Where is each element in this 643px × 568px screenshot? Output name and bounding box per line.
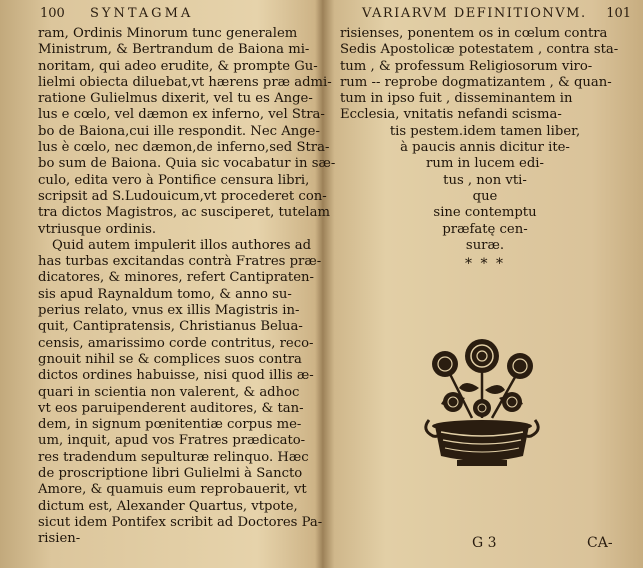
text-line: quari in scientia non valerent, & adhoc bbox=[38, 384, 300, 400]
text-line: gnouit nihil se & complices suos contra bbox=[38, 351, 302, 367]
text-line: bo sum de Baiona. Quia sic vocabatur in sæ- bbox=[38, 156, 336, 172]
text-line: Quid autem impulerit illos authores ad bbox=[52, 237, 312, 253]
text-line: Ministrum, & Bertrandum de Baiona mi- bbox=[38, 42, 310, 58]
text-line: dictum est, Alexander Quartus, vtpote, bbox=[38, 498, 298, 514]
text-line: culo, edita vero à Pontifice censura libri, bbox=[38, 172, 310, 188]
right-running-head bbox=[362, 6, 631, 21]
text-line: risien- bbox=[38, 531, 81, 547]
centered-text-line: suræ. bbox=[465, 237, 505, 253]
text-line: sicut idem Pontifex scribit ad Doctores Pa- bbox=[38, 514, 323, 530]
text-line: rum -- reprobe dogmatizantem , & quan- bbox=[340, 74, 612, 90]
text-line: vt eos paruipenderent auditores, & tan- bbox=[38, 400, 304, 416]
text-line: tum in ipso fuit , disseminantem in bbox=[340, 91, 573, 107]
left-head-title: SYNTAGMA bbox=[89, 6, 194, 21]
text-line: ram, Ordinis Minorum tunc generalem bbox=[38, 26, 298, 41]
text-line: censis, amarissimo corde contritus, reco- bbox=[38, 335, 314, 351]
text-line: lus è cœlo, nec dæmon,de inferno,sed Stra- bbox=[38, 140, 330, 156]
left-text-block bbox=[38, 26, 336, 548]
text-line: de proscriptione libri Gulielmi à Sancto bbox=[38, 466, 303, 482]
text-line: tra dictos Magistros, ac susciperet, tutelam bbox=[38, 205, 330, 221]
text-line: noritam, qui adeo erudite, & prompte Gu- bbox=[38, 58, 318, 74]
centered-text-line: tis pestem.idem tamen liber, bbox=[389, 123, 581, 139]
left-page-number: 100 bbox=[40, 6, 65, 21]
signature-mark: G 3 bbox=[472, 535, 497, 551]
text-line: Ecclesia, vnitatis nefandi scisma- bbox=[340, 107, 562, 123]
text-line: quit, Cantipratensis, Christianus Belua- bbox=[38, 319, 303, 335]
centered-text-line: que bbox=[472, 188, 498, 204]
text-line: lus e cœlo, vel dæmon ex inferno, vel Stra- bbox=[38, 107, 325, 123]
text-line: dictos ordines habuisse, nisi quod illis æ- bbox=[38, 368, 314, 384]
text-line: vtriusque ordinis. bbox=[38, 221, 157, 237]
text-line: perius relato, vnus ex illis Magistris in- bbox=[38, 303, 300, 319]
text-line: sis apud Raynaldum tomo, & anno su- bbox=[38, 286, 292, 302]
right-head-title: VARIARVM DEFINITIONVM. bbox=[362, 6, 587, 21]
right-text-block bbox=[340, 26, 630, 272]
right-page-number: 101 bbox=[606, 6, 632, 21]
text-line: lielmi obiecta diluebat,vt hærens præ admi- bbox=[38, 74, 332, 90]
catchword: CA- bbox=[587, 535, 613, 551]
text-line: um, inquit, apud vos Fratres prædicato- bbox=[38, 433, 306, 449]
text-line: Amore, & quamuis eum reprobauerit, vt bbox=[38, 482, 307, 498]
centered-text-line: tus , non vti- bbox=[443, 172, 527, 188]
right-page bbox=[322, 0, 643, 568]
text-line: dem, in signum pœnitentiæ corpus me- bbox=[38, 417, 302, 433]
centered-text-line: præfatę cen- bbox=[442, 221, 528, 237]
text-line: tum , & professum Religiosorum viro- bbox=[340, 58, 593, 74]
text-line: dicatores, & minores, refert Cantipraten- bbox=[38, 270, 314, 286]
left-running-head bbox=[40, 6, 193, 21]
centered-text-line: à paucis annis dicitur ite- bbox=[400, 140, 570, 156]
centered-text-line: sine contemptu bbox=[433, 205, 537, 221]
flower-basket-ornament bbox=[417, 328, 547, 468]
text-line: has turbas excitandas contrà Fratres præ- bbox=[38, 254, 322, 270]
text-line: ratione Gulielmus dixerit, vel tu es Ange- bbox=[38, 91, 313, 107]
text-line: Sedis Apostolicæ potestatem , contra sta- bbox=[340, 42, 619, 58]
text-line: risienses, ponentem os in cœlum contra bbox=[340, 26, 608, 41]
text-line: scripsit ad S.Ludouicum,vt procederet con- bbox=[38, 188, 327, 204]
text-line: res tradendum sepulturæ relinquo. Hæc bbox=[38, 449, 309, 465]
asterism: * * * bbox=[465, 256, 505, 273]
centered-text-line: rum in lucem edi- bbox=[426, 156, 544, 172]
text-line: bo de Baiona,cui ille respondit. Nec Ange- bbox=[38, 123, 320, 139]
